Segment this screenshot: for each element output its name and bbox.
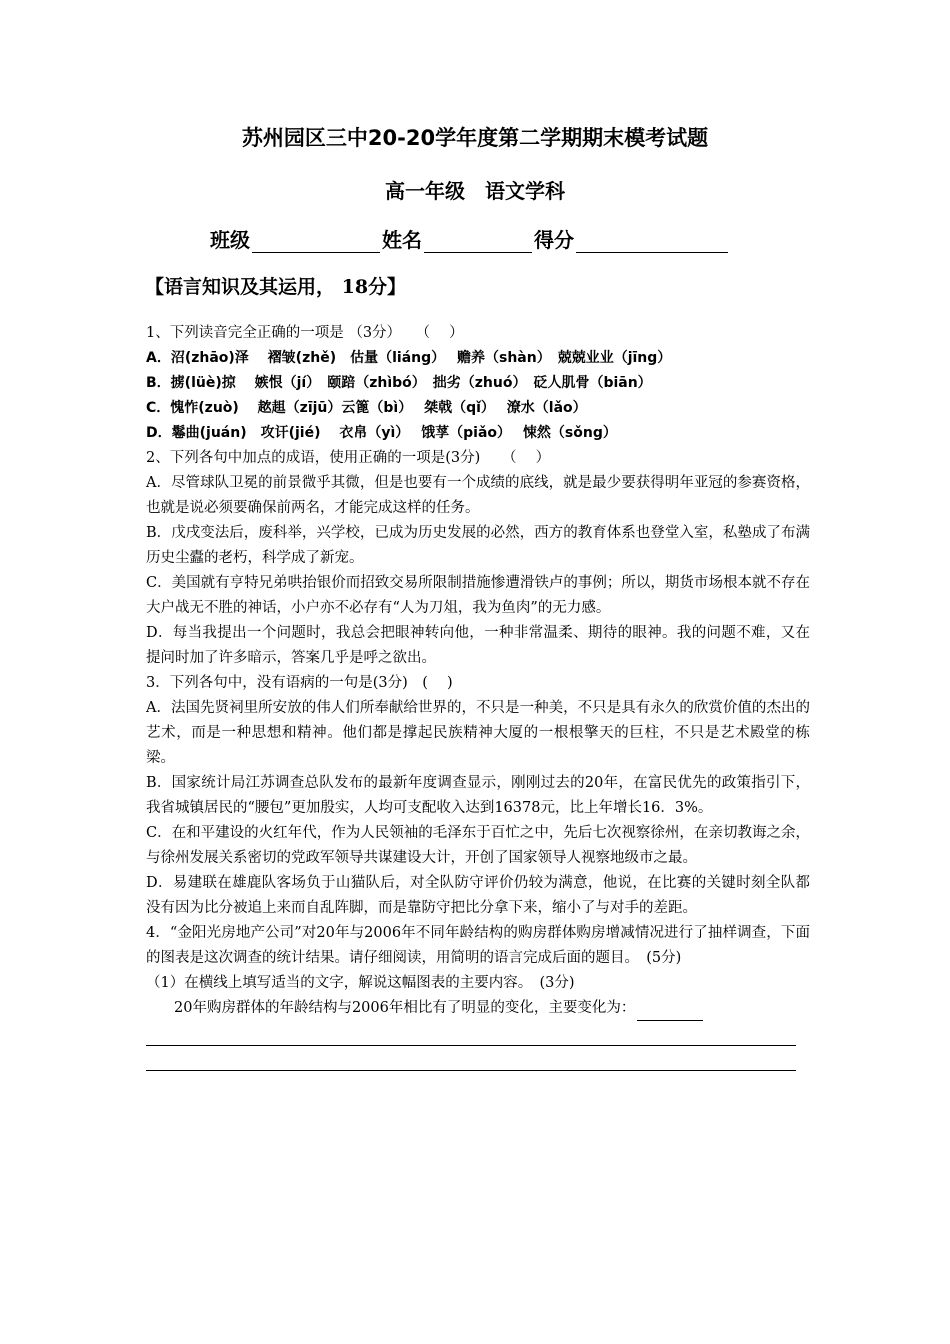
q1-option-d: D．鬈曲(juán) 攻讦(jié) 衣帛（yì） 饿莩（piǎo） 悚然（sǒng） [146,425,617,441]
q4-answer-row [146,996,810,1021]
q2-stem: 2、下列各句中加点的成语，使用正确的一项是(3分) （ ） [146,450,551,466]
q3-option-c: C．在和平建设的火红年代，作为人民领袖的毛泽东于百忙之中，先后七次视察徐州，在亲切教诲之余，与徐州发展关系密切的党政军领导共谋建设大计，开创了国家领导人视察地级市之最。 [146,825,810,866]
q4-stem: 4．“金阳光房地产公司”对20年与2006年不同年龄结构的购房群体购房增减情况进行了抽样调查，下面的图表是这次调查的统计结果。请仔细阅读，用简明的语言完成后面的题目。 (5分) [146,925,810,966]
q3-option-a: A．法国先贤祠里所安放的伟人们所奉献给世界的，不只是一种美，不只是具有永久的欣赏价值的杰出的艺术，而是一种思想和精神。他们都是撑起民族精神大厦的一根根擎天的巨柱，不只是艺术殿堂的栋梁。 [146,700,810,766]
q2-option-c: C．美国就有亨特兄弟哄抬银价而招致交易所限制措施惨遭滑铁卢的事例；所以，期货市场根本就不存在大户战无不胜的神话，小户亦不必存有“人为刀俎，我为鱼肉”的无力感。 [146,575,810,616]
name-label: 姓名 [382,228,422,252]
answer-line-1[interactable] [146,1045,796,1046]
q3-option-d: D．易建联在雄鹿队客场负于山猫队后，对全队防守评价仍较为满意，他说，在比赛的关键时刻全队都没有因为比分被追上来而自乱阵脚，而是靠防守把比分拿下来，缩小了与对手的差距。 [146,875,810,916]
q1-stem: 1、下列读音完全正确的一项是 （3分） （ ） [146,325,464,341]
q1-option-c: C．愧怍(zuò) 趑趄（zījū）云篦（bì） 桀戟（qǐ） 潦水（lǎo） [146,400,587,416]
name-blank[interactable] [424,230,532,253]
q4-answer-lead: 20年购房群体的年龄结构与2006年相比有了明显的变化，主要变化为： [174,1000,636,1016]
score-label: 得分 [534,228,574,252]
q4-sub1: （1）在横线上填写适当的文字，解说这幅图表的主要内容。 (3分) [146,975,575,991]
q4-answer-blank[interactable] [637,1006,703,1021]
answer-line-2[interactable] [146,1070,796,1071]
question-body [146,321,810,1071]
section-heading: 【语言知识及其运用， 18分】 [145,276,407,298]
exam-title: 苏州园区三中20-20学年度第二学期期末模考试题 [241,126,709,150]
q1-option-b: B．掳(lüè)掠 嫉恨（jí） 颐踣（zhìbó） 拙劣（zhuó） 砭人肌骨（biān） [146,375,652,391]
q2-option-d: D．每当我提出一个问题时，我总会把眼神转向他，一种非常温柔、期待的眼神。我的问题不难，又在提问时加了许多暗示，答案几乎是呼之欲出。 [146,625,810,666]
q3-stem: 3．下列各句中，没有语病的一句是(3分) ( ) [146,675,453,691]
q3-option-b: B．国家统计局江苏调查总队发布的最新年度调查显示，刚刚过去的20年，在富民优先的政策指引下，我省城镇居民的“腰包”更加殷实，人均可支配收入达到16378元，比上年增长16．3%。 [146,775,810,816]
q1-option-a: A．沼(zhāo)泽 褶皱(zhě) 估量（liáng） 赡养（shàn） 兢兢业业（jīng） [146,350,672,366]
student-info-row [210,224,730,253]
q2-option-b: B．戊戌变法后，废科举，兴学校，已成为历史发展的必然，西方的教育体系也登堂入室，私塾成了布满历史尘蠹的老朽，科学成了新宠。 [146,525,810,566]
score-blank[interactable] [576,230,728,253]
exam-subtitle: 高一年级 语文学科 [385,179,565,203]
class-label: 班级 [210,228,250,252]
class-blank[interactable] [252,230,380,253]
q2-option-a: A．尽管球队卫冕的前景微乎其微，但是也要有一个成绩的底线，就是最少要获得明年亚冠的参赛资格，也就是说必须要确保前两名，才能完成这样的任务。 [146,475,810,516]
